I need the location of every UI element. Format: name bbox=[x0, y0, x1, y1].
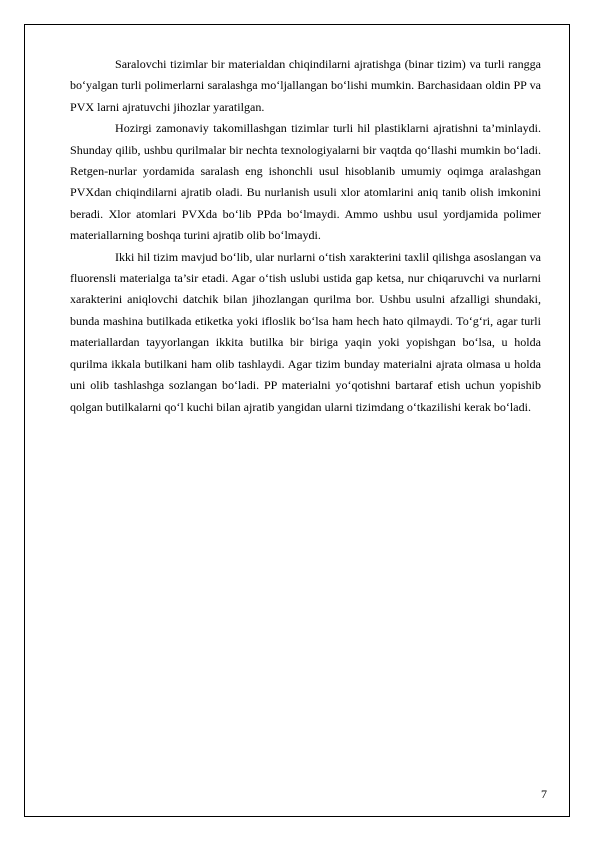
paragraph-2: Hozirgi zamonaviy takomillashgan tizimlar turli hil plastiklarni ajratishni ta’minlaydi. Shunday qilib, ushbu qurilmalar bir nechta texnologiyalarni bir vaqtda qo‘llashi mumkin bo‘ladi. Retgen-nurlar yordamida saralash eng ishonchli usul hisoblanib umumiy oqimga aralashgan PVXdan chiqindilarni ajratib oladi. Bu nurlanish usuli xlor atomlarini aniq tanib olish imkonini beradi. Xlor atomlari PVXda bo‘lib PPda bo‘lmaydi. Ammo ushbu usul yordjamida polimer materiallarning boshqa turini ajratib olib bo‘lmaydi. bbox=[70, 121, 541, 243]
paragraph-3: Ikki hil tizim mavjud bo‘lib, ular nurlarni o‘tish xarakterini taxlil qilishga asoslangan va fluorensli materialga ta’sir etadi. Agar o‘tish uslubi ustida gap ketsa, nur chiqaruvchi va nurlarni xarakterini aniqlovchi datchik bilan jihozlangan qurilma bor. Ushbu usulni afzalligi shundaki, bunda mashina butilkada etiketka yoki ifloslik bo‘lsa ham hech hato qilmaydi. To‘g‘ri, agar turli materiallardan tayyorlangan ikkita butilka bir biriga yaqin yoki yopishgan bo‘lsa, u holda qurilma ikkala butilkani ham olib tashlaydi. Agar tizim bunday materialni ajrata olmasa u holda uni olib tashlashga sozlangan bo‘ladi. PP materialni yo‘qotishni bartaraf etish uchun yopishib qolgan butilkalarni qo‘l kuchi bilan ajratib yangidan ularni tizimdang o‘tkazilishi kerak bo‘ladi. bbox=[70, 249, 541, 414]
page-number: 7 bbox=[541, 787, 547, 801]
paragraph-1: Saralovchi tizimlar bir materialdan chiqindilarni ajratishga (binar tizim) va turli rangga bo‘yalgan turli polimerlarni saralashga mo‘ljallangan bo‘lishi mumkin. Barchasidaan oldin PP va PVX larni ajratuvchi jihozlar yaratilgan. bbox=[70, 57, 541, 114]
document-body bbox=[70, 54, 541, 418]
